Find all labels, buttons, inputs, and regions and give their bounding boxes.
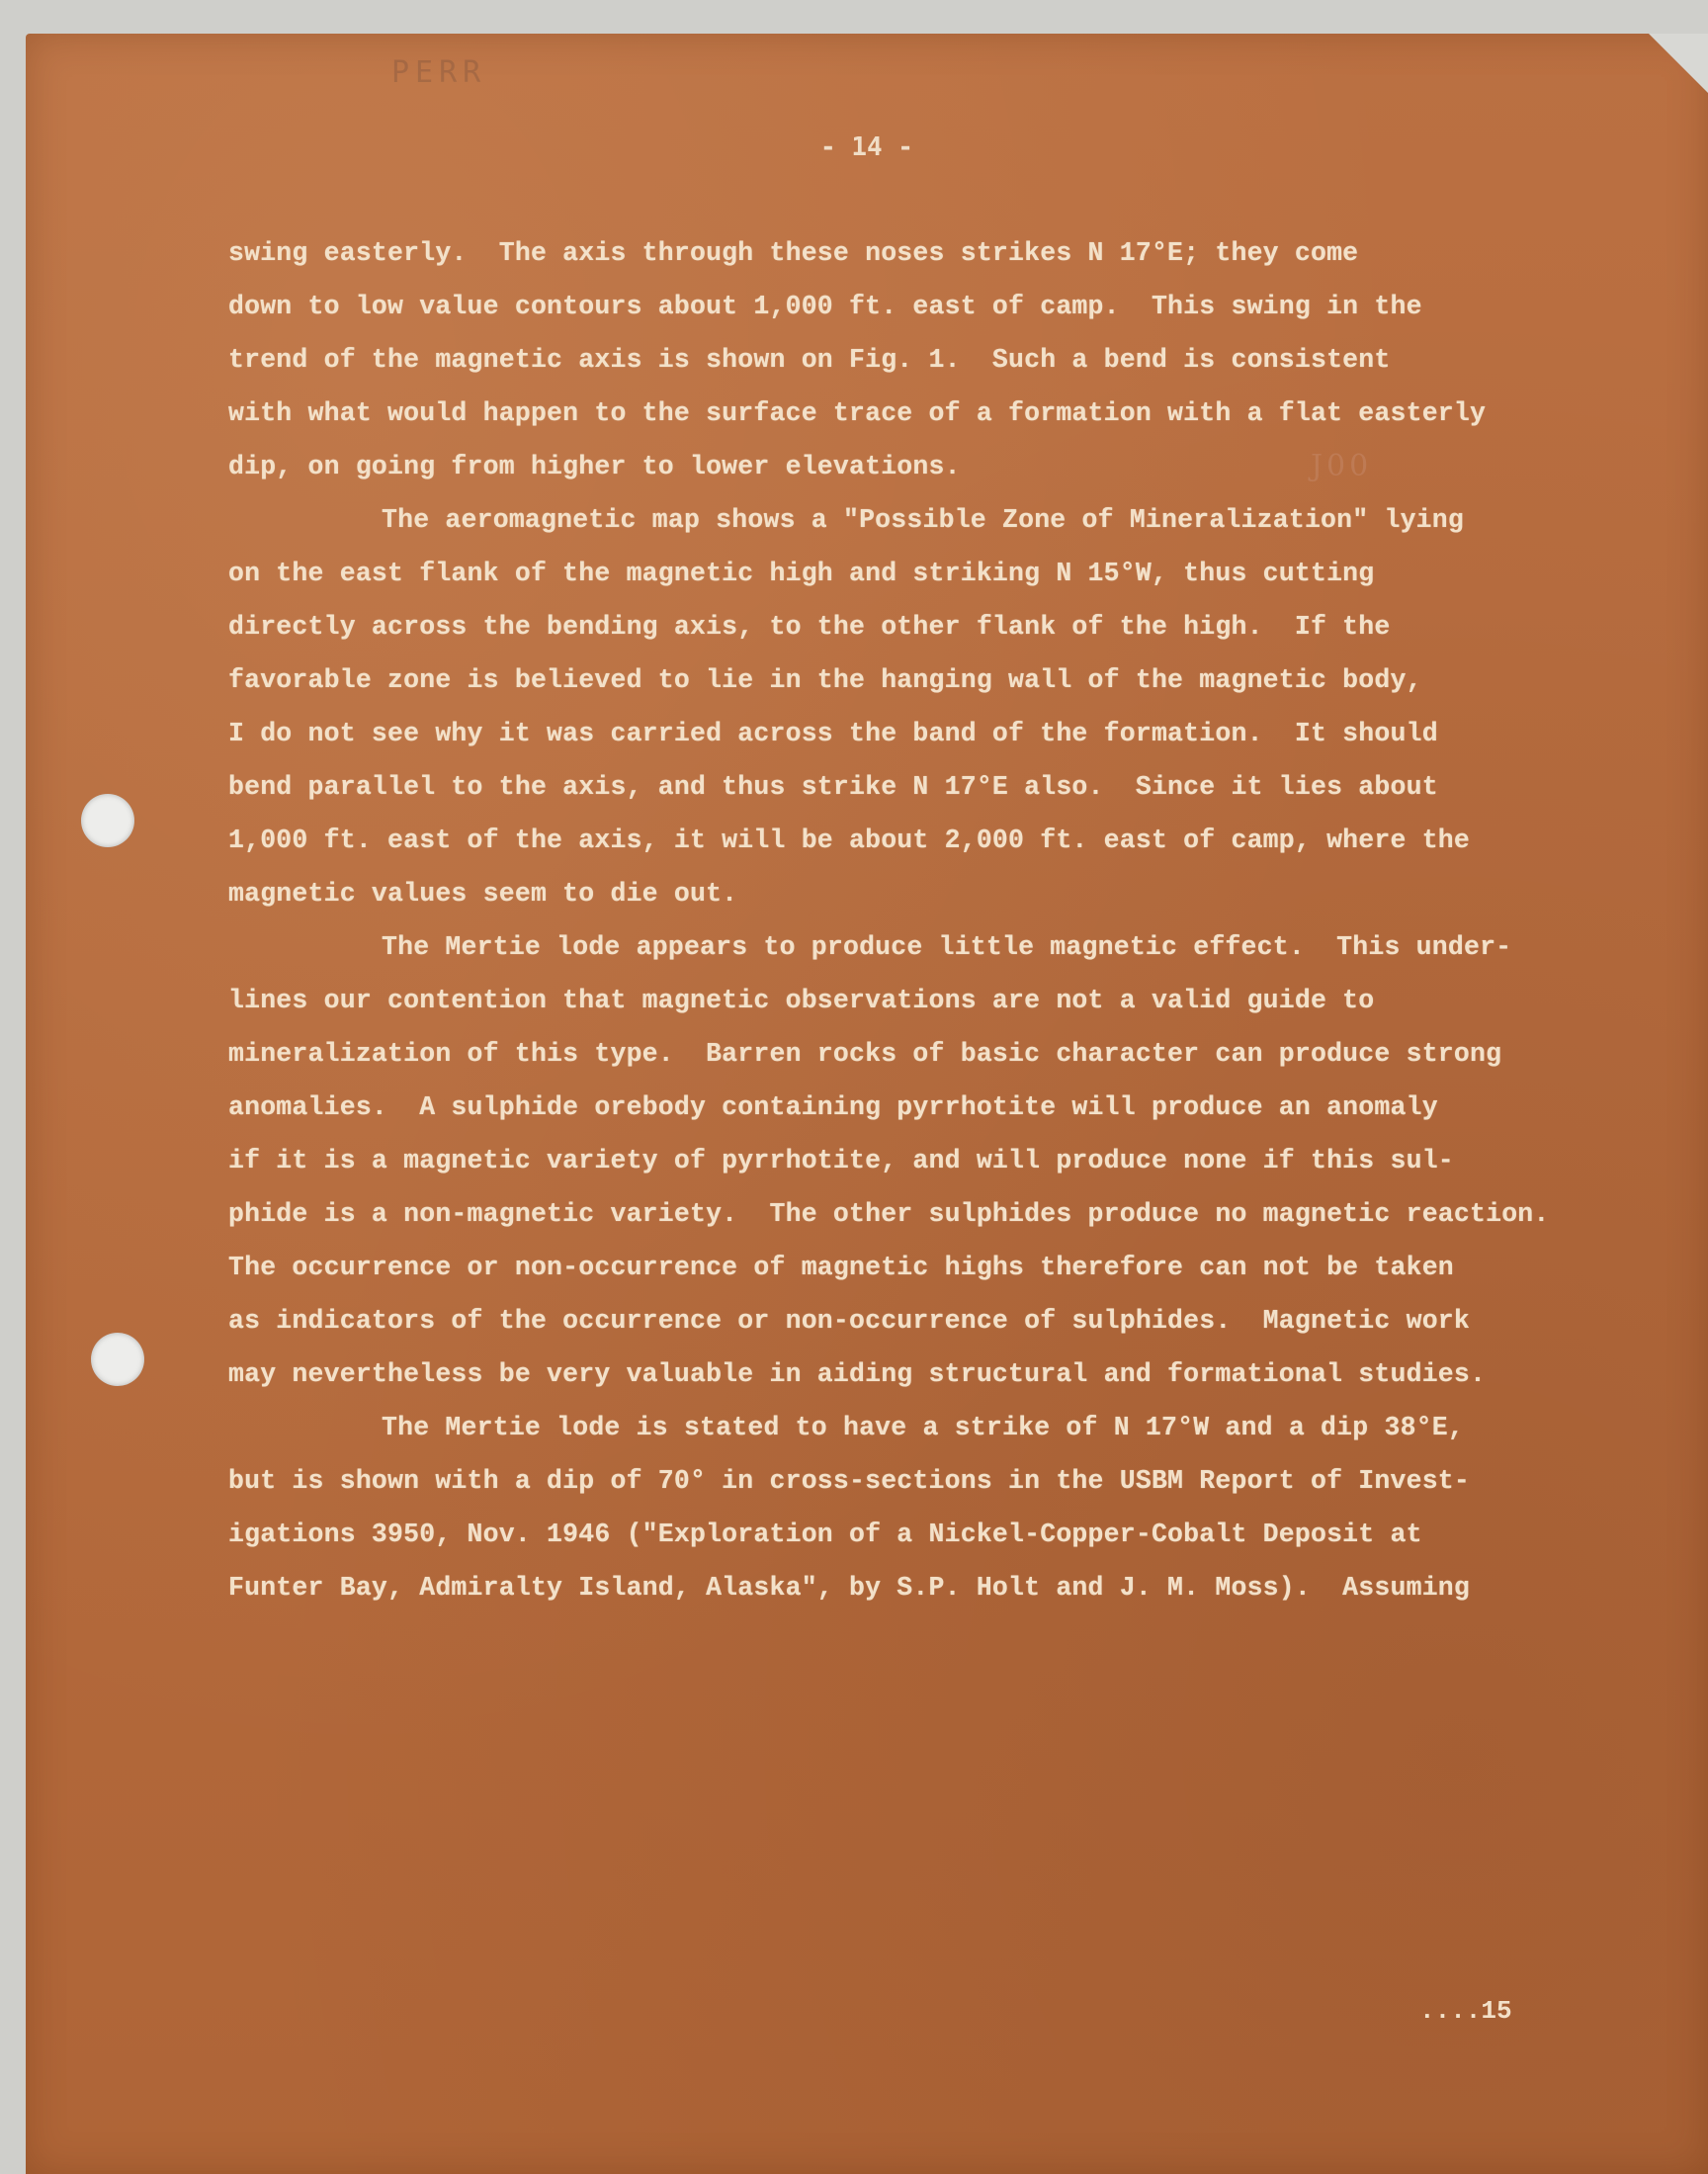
text-line: anomalies. A sulphide orebody containing pyrrhotite will produce an anomaly — [228, 1092, 1438, 1122]
text-line: mineralization of this type. Barren rocks of basic character can produce strong — [228, 1039, 1502, 1069]
page-corner-fold — [1649, 34, 1708, 93]
text-line: may nevertheless be very valuable in aiding structural and formational studies. — [228, 1359, 1487, 1389]
text-line: on the east flank of the magnetic high and striking N 15°W, thus cutting — [228, 559, 1375, 588]
text-line: swing easterly. The axis through these noses strikes N 17°E; they come — [228, 238, 1359, 268]
paragraph — [228, 226, 1592, 493]
text-line: The aeromagnetic map shows a "Possible Zone of Mineralization" lying — [382, 505, 1464, 535]
corner-stamp: PERR — [391, 55, 487, 90]
text-line: down to low value contours about 1,000 ft. east of camp. This swing in the — [228, 292, 1422, 321]
body-text — [228, 226, 1592, 1614]
text-line: lines our contention that magnetic observations are not a valid guide to — [228, 986, 1375, 1015]
text-line: if it is a magnetic variety of pyrrhotite, and will produce none if this sul- — [228, 1146, 1454, 1175]
text-line: with what would happen to the surface trace of a formation with a flat easterly — [228, 398, 1487, 428]
text-line: as indicators of the occurrence or non-occurrence of sulphides. Magnetic work — [228, 1306, 1471, 1336]
document-page — [26, 34, 1708, 2174]
text-line: magnetic values seem to die out. — [228, 879, 738, 909]
paragraph — [228, 920, 1592, 1401]
page-number: - 14 - — [820, 132, 913, 162]
text-line: bend parallel to the axis, and thus strike N 17°E also. Since it lies about — [228, 772, 1438, 802]
text-line: Funter Bay, Admiralty Island, Alaska", by S.P. Holt and J. M. Moss). Assuming — [228, 1573, 1471, 1603]
text-line: trend of the magnetic axis is shown on Fig. 1. Such a bend is consistent — [228, 345, 1391, 375]
text-line: The Mertie lode appears to produce little magnetic effect. This under- — [382, 932, 1512, 962]
text-line: igations 3950, Nov. 1946 ("Exploration of a Nickel-Copper-Cobalt Deposit at — [228, 1520, 1422, 1549]
text-line: favorable zone is believed to lie in the hanging wall of the magnetic body, — [228, 665, 1422, 695]
text-line: The Mertie lode is stated to have a strike of N 17°W and a dip 38°E, — [382, 1413, 1464, 1442]
text-line: The occurrence or non-occurrence of magnetic highs therefore can not be taken — [228, 1253, 1454, 1282]
text-line: directly across the bending axis, to the other flank of the high. If the — [228, 612, 1391, 642]
text-line: phide is a non-magnetic variety. The other sulphides produce no magnetic reaction. — [228, 1199, 1550, 1229]
text-line: dip, on going from higher to lower elevations. — [228, 452, 961, 481]
paragraph — [228, 1401, 1592, 1614]
text-line: but is shown with a dip of 70° in cross-sections in the USBM Report of Invest- — [228, 1466, 1471, 1496]
text-line: I do not see why it was carried across the band of the formation. It should — [228, 719, 1438, 748]
paragraph — [228, 493, 1592, 920]
continuation-marker: ....15 — [1419, 1996, 1512, 2026]
punch-hole-top — [81, 794, 134, 847]
punch-hole-bottom — [91, 1333, 144, 1386]
text-line: 1,000 ft. east of the axis, it will be about 2,000 ft. east of camp, where the — [228, 826, 1471, 855]
margin-annotation: J00 — [1311, 449, 1373, 483]
